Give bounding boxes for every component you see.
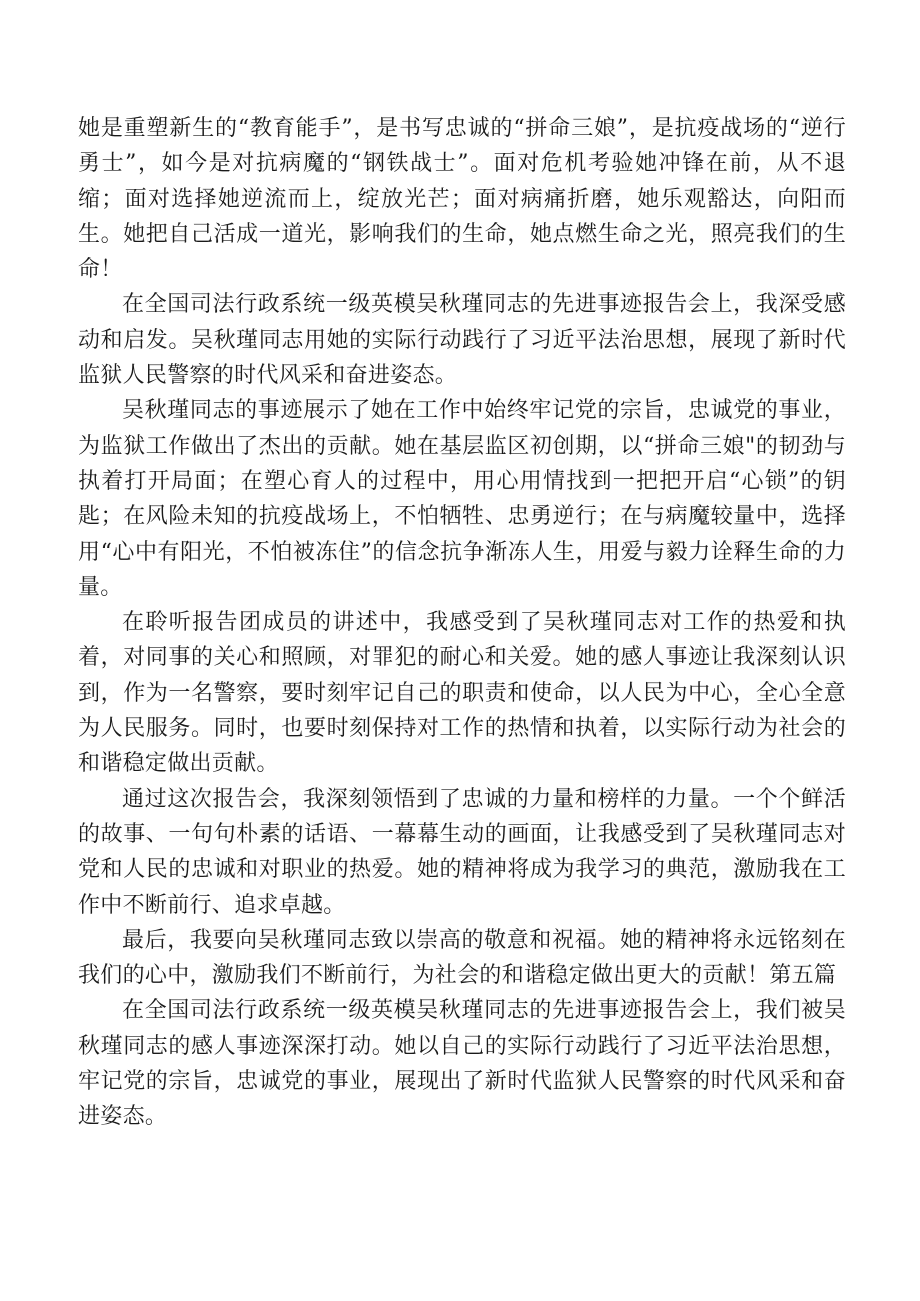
document-body [78, 111, 846, 1135]
paragraph-5: 通过这次报告会，我深刻领悟到了忠诚的力量和榜样的力量。一个个鲜活的故事、一句句朴素的话语、一幕幕生动的画面，让我感受到了吴秋瑾同志对党和人民的忠诚和对职业的热爱。她的精神将成为我学习的典范，激励我在工作中不断前行、追求卓越。 [78, 786, 846, 918]
paragraph-1: 她是重塑新生的“教育能手”，是书写忠诚的“拼命三娘”，是抗疫战场的“逆行勇士”，如今是对抗病魔的“钢铁战士”。面对危机考验她冲锋在前，从不退缩；面对选择她逆流而上，绽放光芒；面对病痛折磨，她乐观豁达，向阳而生。她把自己活成一道光，影响我们的生命，她点燃生命之光，照亮我们的生命！ [78, 116, 846, 283]
paragraph-4: 在聆听报告团成员的讲述中，我感受到了吴秋瑾同志对工作的热爱和执着，对同事的关心和照顾，对罪犯的耐心和关爱。她的感人事迹让我深刻认识到，作为一名警察，要时刻牢记自己的职责和使命，以人民为中心，全心全意为人民服务。同时，也要时刻保持对工作的热情和执着，以实际行动为社会的和谐稳定做出贡献。 [78, 610, 846, 777]
paragraph-3: 吴秋瑾同志的事迹展示了她在工作中始终牢记党的宗旨，忠诚党的事业，为监狱工作做出了杰出的贡献。她在基层监区初创期，以“拼命三娘"的韧劲与执着打开局面；在塑心育人的过程中，用心用情找到一把把开启“心锁”的钥匙；在风险未知的抗疫战场上，不怕牺牲、忠勇逆行；在与病魔较量中，选择用“心中有阳光，不怕被冻住”的信念抗争渐冻人生，用爱与毅力诠释生命的力量。 [78, 398, 846, 600]
paragraph-6: 最后，我要向吴秋瑾同志致以崇高的敬意和祝福。她的精神将永远铭刻在我们的心中，激励我们不断前行，为社会的和谐稳定做出更大的贡献！第五篇 [78, 927, 846, 989]
paragraph-7: 在全国司法行政系统一级英模吴秋瑾同志的先进事迹报告会上，我们被吴秋瑾同志的感人事迹深深打动。她以自己的实际行动践行了习近平法治思想，牢记党的宗旨，忠诚党的事业，展现出了新时代监狱人民警察的时代风采和奋进姿态。 [78, 998, 846, 1130]
paragraph-2: 在全国司法行政系统一级英模吴秋瑾同志的先进事迹报告会上，我深受感动和启发。吴秋瑾同志用她的实际行动践行了习近平法治思想，展现了新时代监狱人民警察的时代风采和奋进姿态。 [78, 292, 846, 389]
